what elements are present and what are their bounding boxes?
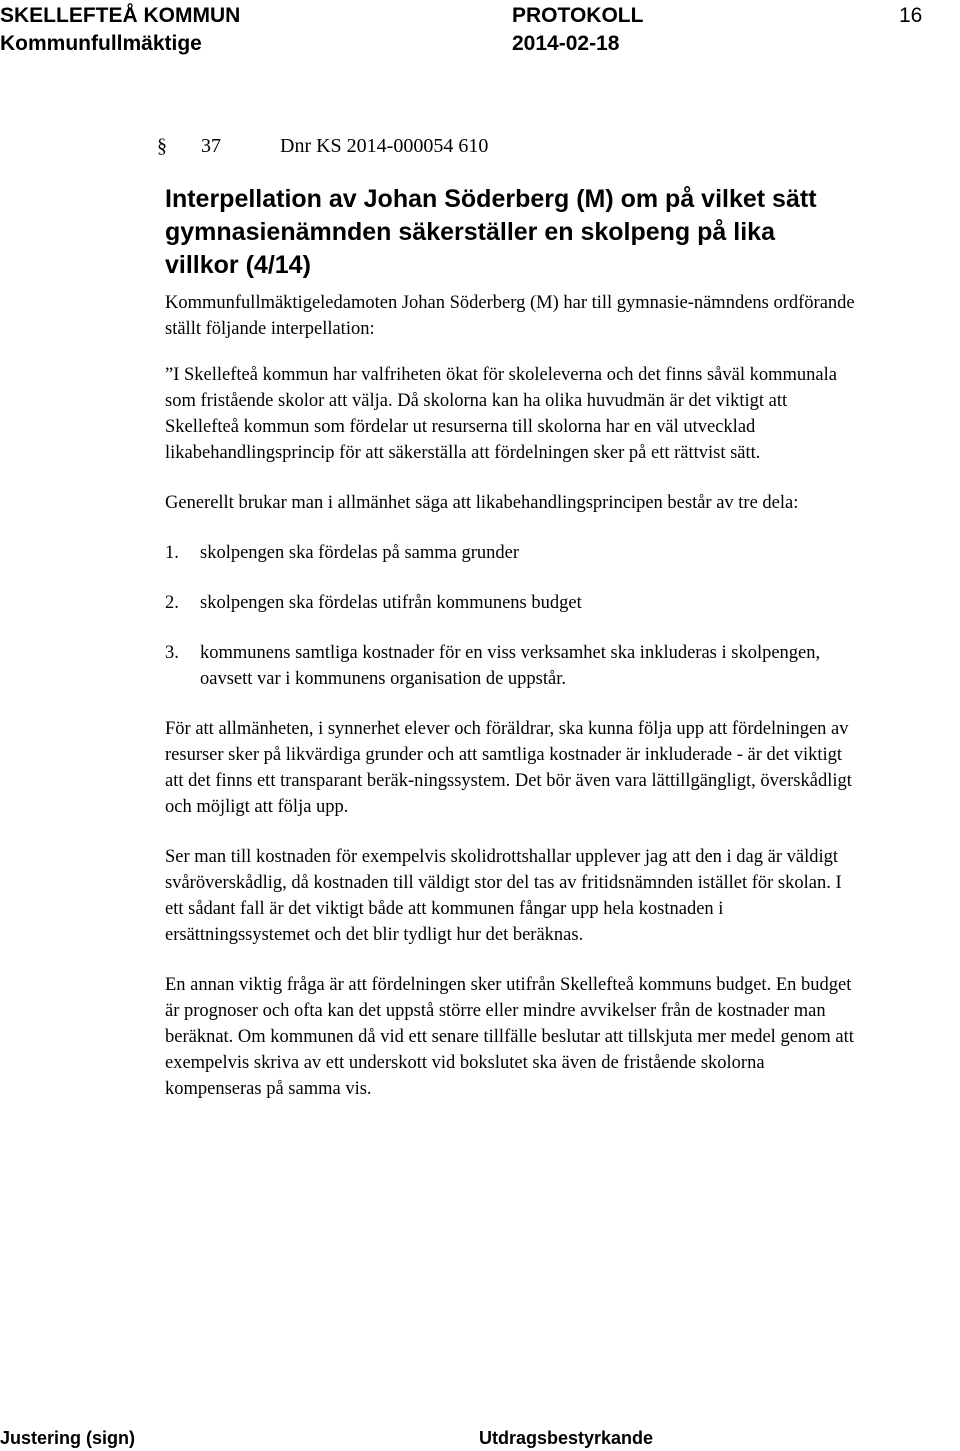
list-item-text: kommunens samtliga kostnader för en viss verksamhet ska inkluderas i skolpengen, oavsett var i kommunens organisation de uppstår. <box>200 643 821 689</box>
list-item-text: skolpengen ska fördelas på samma grunder <box>200 543 520 563</box>
document-body <box>157 131 855 1102</box>
body-paragraph: För att allmänheten, i synnerhet elever och föräldrar, ska kunna följa upp att fördelningen av resurser sker på likvärdiga grunder och att samtliga kostnader är inkluderade - är det viktigt att det finns ett transparant beräk-ningssystem. Det bör även vara lättillgängligt, överskådligt och möjligt att följa upp. <box>165 719 852 817</box>
quote-paragraph: ”I Skellefteå kommun har valfriheten ökat för skoleleverna och det finns såväl kommunala som fristående skolor att välja. Då skolorna kan ha olika huvudmän är det viktigt att Skellefteå kommun som fördelar ut resurserna till skolorna har en väl utvecklad likabehandlingsprincip för att säkerställa att fördelningen sker på ett rättvist sätt. <box>165 365 837 463</box>
list-item-number: 3. <box>165 643 179 663</box>
header-body: Kommunfullmäktige <box>0 32 202 55</box>
intro-paragraph: Kommunfullmäktigeledamoten Johan Söderberg (M) har till gymnasie-nämndens ordförande ställt följande interpellation: <box>165 293 855 339</box>
list-item-text: skolpengen ska fördelas utifrån kommunens budget <box>200 593 582 613</box>
page-title: Interpellation av Johan Söderberg (M) om på vilket sätt gymnasienämnden säkerställer en skolpeng på lika villkor (4/14) <box>165 185 817 279</box>
footer-justering: Justering (sign) <box>0 1428 136 1448</box>
list-item <box>165 640 855 692</box>
section-line <box>157 131 855 161</box>
list-item <box>165 590 855 616</box>
body-paragraph: Ser man till kostnaden för exempelvis skolidrottshallar upplever jag att den i dag är väldigt svåröverskådlig, då kostnaden till väldigt stor del tas av fritidsnämnden istället för skolan. I ett sådant fall är det viktigt både att kommunen fångar upp hela kostnaden i ersättningssystemet och det blir tydligt hur det beräknas. <box>165 847 842 945</box>
section-number: 37 <box>201 135 221 157</box>
section-symbol: § <box>157 135 167 157</box>
list-intro: Generellt brukar man i allmänhet säga att likabehandlingsprincipen består av tre dela: <box>165 493 799 513</box>
header-doc-type: PROTOKOLL <box>512 4 644 27</box>
body-paragraph: En annan viktig fråga är att fördelningen sker utifrån Skellefteå kommuns budget. En budget är prognoser och ofta kan det uppstå större eller mindre avvikelser från de kostnader man beräknat. Om kommunen då vid ett senare tillfälle beslutar att tillskjuta mer medel genom att exempelvis skriva av ett underskott vid bokslutet ska även de fristående skolorna kompenseras på samma vis. <box>165 975 854 1099</box>
footer-utdrag: Utdragsbestyrkande <box>479 1428 654 1448</box>
section-dnr: Dnr KS 2014-000054 610 <box>280 135 489 157</box>
page-number: 16 <box>899 4 923 27</box>
header-date: 2014-02-18 <box>512 32 620 55</box>
list-item-number: 1. <box>165 543 179 563</box>
list-item-number: 2. <box>165 593 179 613</box>
header-org: SKELLEFTEÅ KOMMUN <box>0 4 241 27</box>
list-item <box>165 540 855 566</box>
